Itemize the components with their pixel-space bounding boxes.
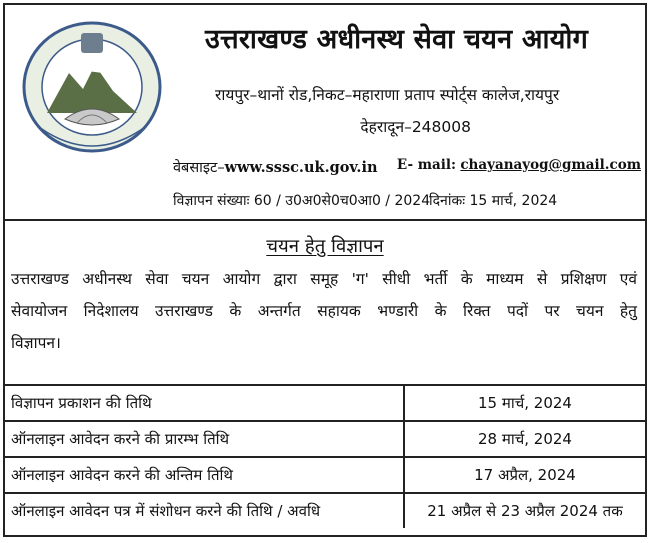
date-label: ऑनलाइन आवेदन पत्र में संशोधन करने की तिथि / अवधि bbox=[5, 493, 404, 528]
website-label: वेबसाइट– bbox=[173, 160, 225, 176]
table-row bbox=[5, 421, 645, 457]
email bbox=[397, 157, 641, 173]
website bbox=[173, 157, 378, 177]
notice-body-line: विज्ञापन। bbox=[11, 334, 61, 352]
notice-body-line: सेवायोजन निदेशालय उत्तराखण्ड के अन्तर्गत सहायक भण्डारी के रिक्त पदों पर चयन हेतु bbox=[11, 302, 637, 320]
important-dates-table bbox=[5, 384, 645, 528]
advertisement-date: दिनांकः 15 मार्च, 2024 bbox=[429, 193, 558, 209]
notice-page bbox=[3, 3, 647, 537]
table-row bbox=[5, 457, 645, 493]
address-line-1: रायपुर–थानों रोड,निकट–महाराणा प्रताप स्पोर्ट्स कालेज,रायपुर bbox=[215, 86, 560, 104]
state-emblem-icon bbox=[17, 15, 167, 155]
date-value: 21 अप्रैल से 23 अप्रैल 2024 तक bbox=[404, 493, 645, 528]
date-label: ऑनलाइन आवेदन करने की प्रारम्भ तिथि bbox=[5, 421, 404, 457]
date-value: 28 मार्च, 2024 bbox=[404, 421, 645, 457]
notice-title: चयन हेतु विज्ञापन bbox=[266, 236, 384, 257]
advertisement-number: विज्ञापन संख्याः 60 / उ0अ0से0च0आ0 / 2024 bbox=[173, 193, 431, 209]
email-link[interactable]: chayanayog@gmail.com bbox=[460, 157, 641, 173]
email-label: E- mail: bbox=[396, 157, 457, 173]
notice-body-line: उत्तराखण्ड अधीनस्थ सेवा चयन आयोग द्वारा समूह 'ग' सीधी भर्ती के माध्यम से प्रशिक्षण एवं bbox=[11, 270, 637, 288]
letterhead bbox=[5, 5, 645, 221]
notice-body bbox=[11, 263, 637, 359]
date-value: 17 अप्रैल, 2024 bbox=[404, 457, 645, 493]
address-line-2: देहरादून–248008 bbox=[360, 118, 471, 136]
organization-name: उत्तराखण्ड अधीनस्थ सेवा चयन आयोग bbox=[205, 24, 588, 55]
date-label: विज्ञापन प्रकाशन की तिथि bbox=[5, 385, 404, 421]
table-row bbox=[5, 385, 645, 421]
website-link[interactable]: www.sssc.uk.gov.in bbox=[224, 159, 378, 176]
table-row bbox=[5, 493, 645, 528]
date-value: 15 मार्च, 2024 bbox=[404, 385, 645, 421]
date-label: ऑनलाइन आवेदन करने की अन्तिम तिथि bbox=[5, 457, 404, 493]
